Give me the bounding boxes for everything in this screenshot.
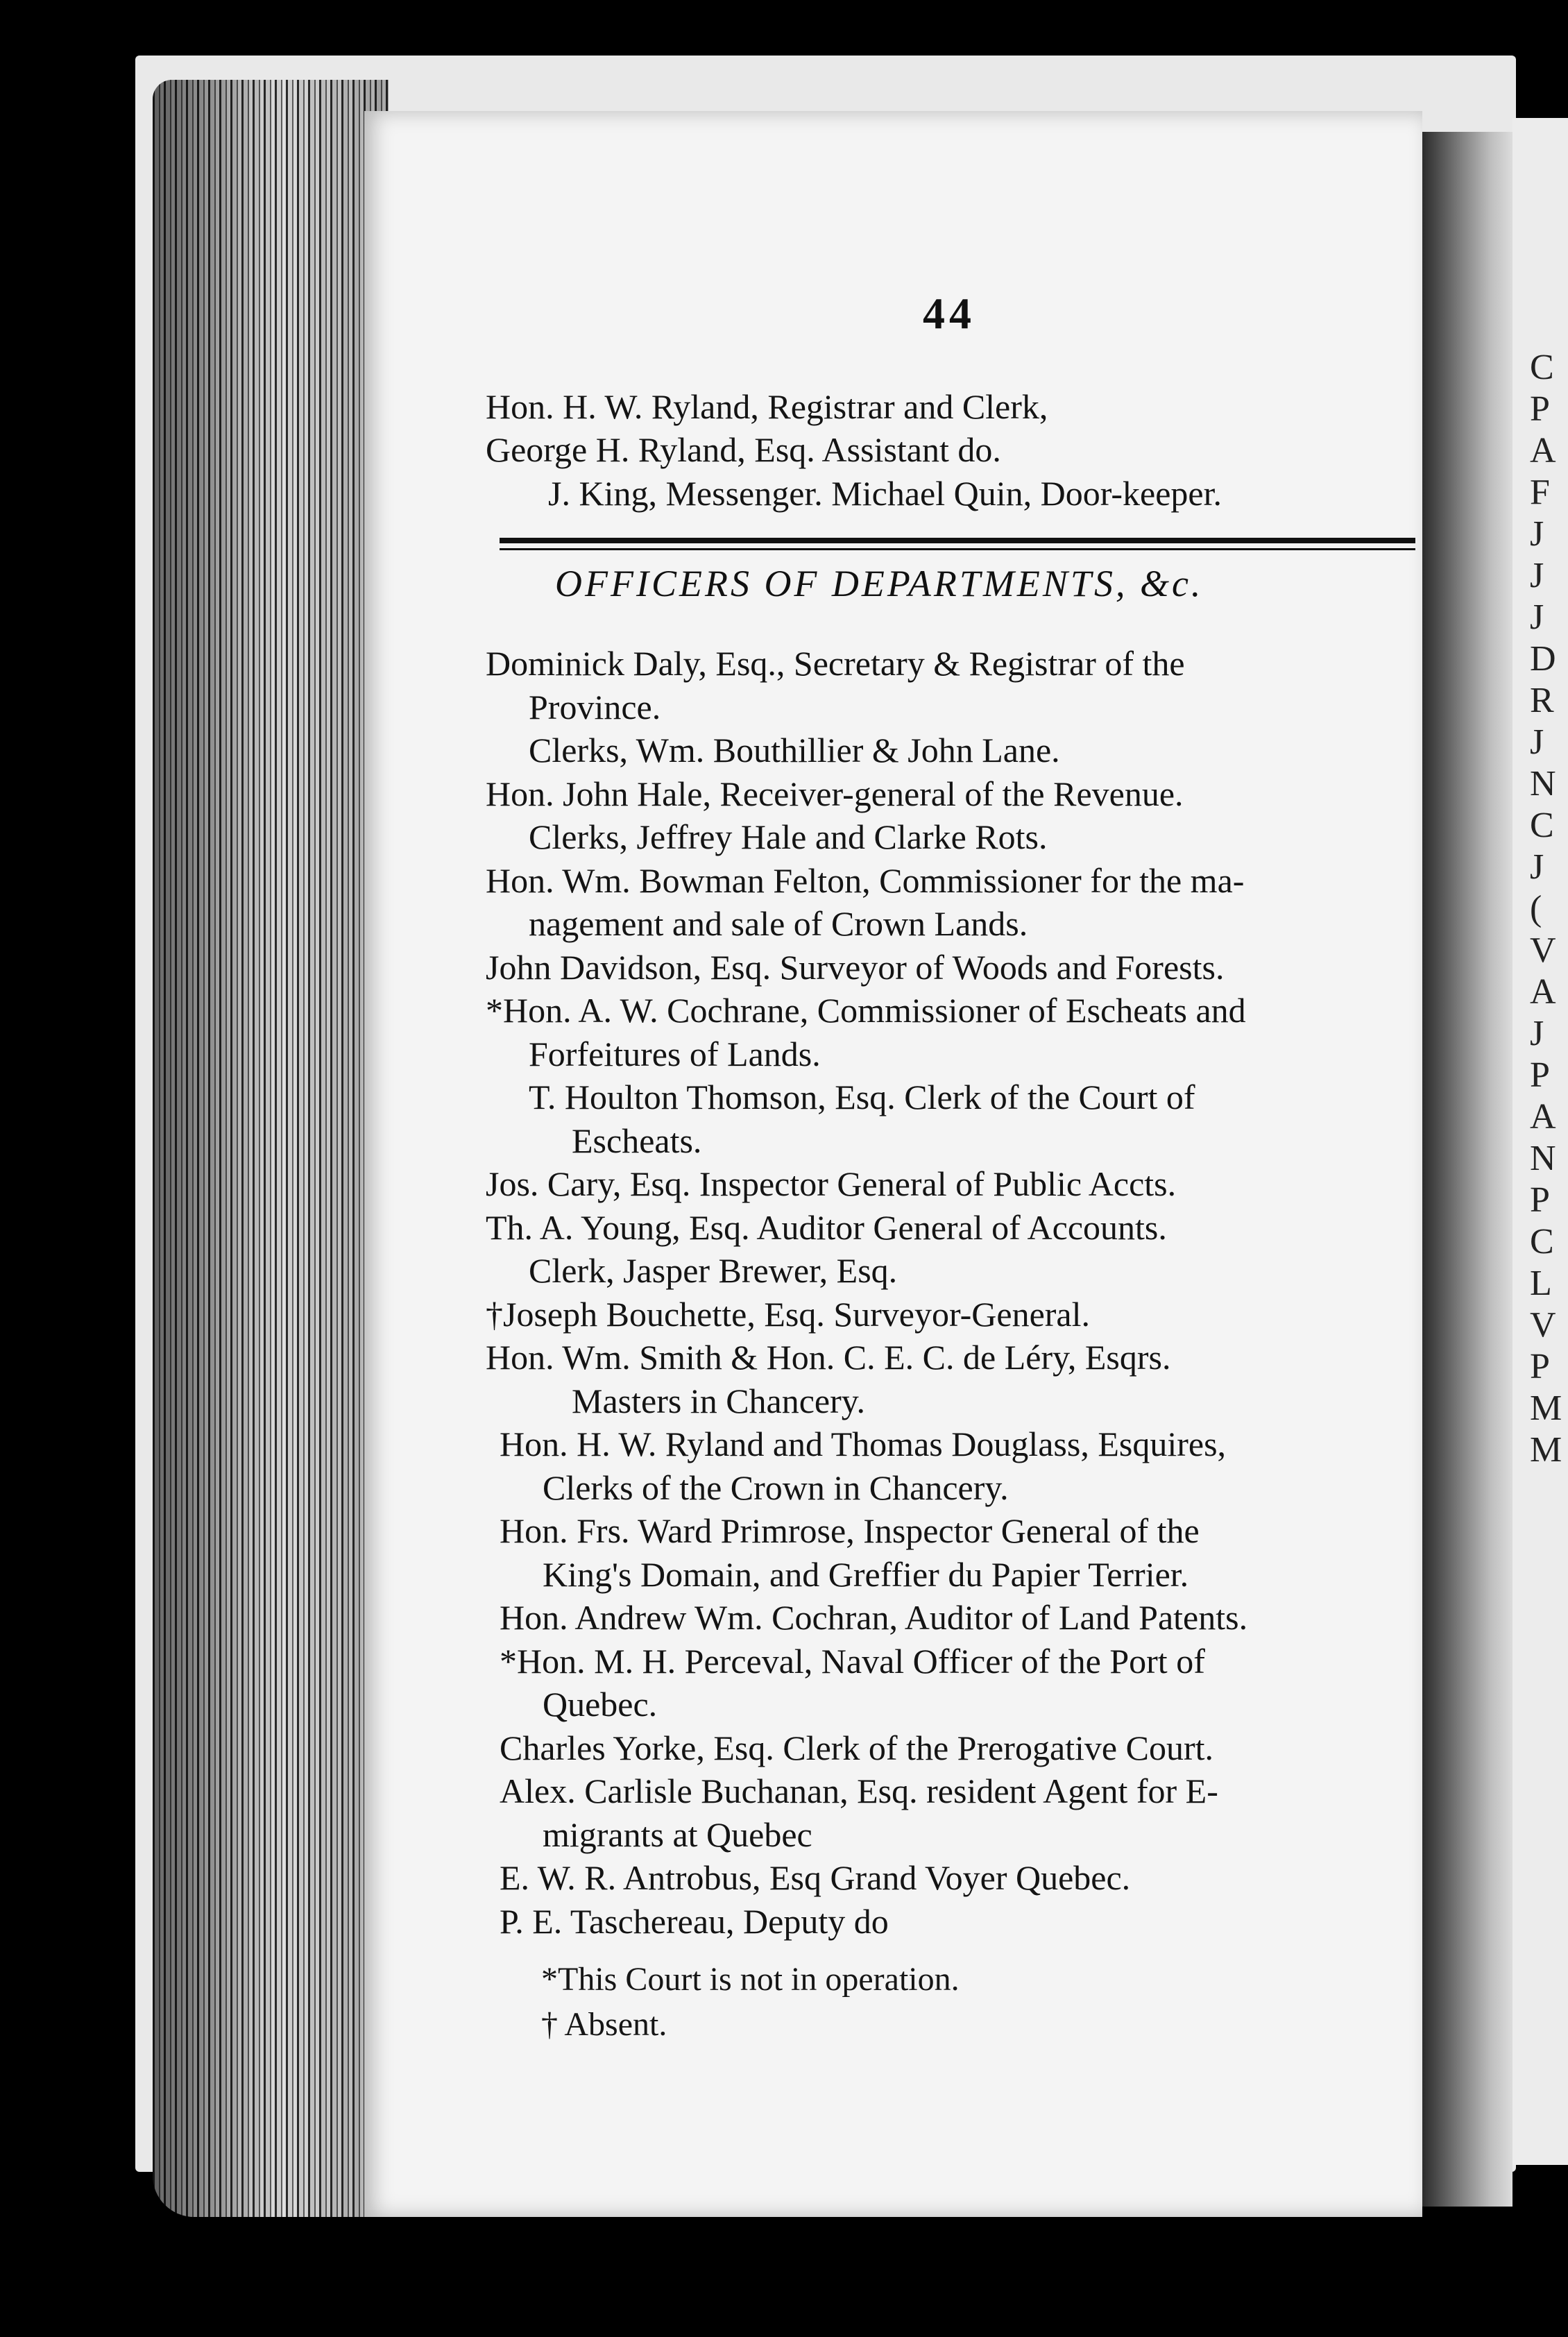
facing-page-letter: M [1530,1388,1562,1428]
entry-line: Clerks of the Crown in Chancery. [543,1468,1009,1507]
entry-line: Jos. Cary, Esq. Inspector General of Public Accts. [486,1164,1177,1203]
entry-line: Clerks, Jeffrey Hale and Clarke Rots. [529,817,1048,856]
top-line: J. King, Messenger. Michael Quin, Door-keeper. [548,474,1222,513]
facing-page-letter: J [1530,722,1544,762]
entry-line: nagement and sale of Crown Lands. [529,904,1028,943]
entry-line: Hon. Andrew Wm. Cochran, Auditor of Land Patents. [500,1598,1248,1637]
double-rule-thin [500,548,1415,550]
facing-page-letter: J [1530,514,1544,554]
facing-page-letter: C [1530,348,1554,387]
facing-page-letter: C [1530,1222,1554,1261]
entry-line: Hon. Wm. Bowman Felton, Commissioner for the ma- [486,860,1245,900]
entry-line: P. E. Taschereau, Deputy do [500,1901,889,1941]
facing-page-letter: C [1530,806,1554,845]
top-line: Hon. H. W. Ryland, Registrar and Clerk, [486,387,1048,426]
entry-line: Hon. H. W. Ryland and Thomas Douglass, Esquires, [500,1425,1227,1463]
footnote: *This Court is not in operation. [541,1961,960,1998]
book-gutter [1422,132,1512,2207]
facing-page-letter: P [1530,1180,1550,1220]
facing-page-letter: J [1530,556,1544,595]
facing-page-letter: P [1530,389,1550,429]
entry-line: Dominick Daly, Esq., Secretary & Registrar of the [486,644,1185,683]
page-number: 44 [923,289,975,338]
entry-line: John Davidson, Esq. Surveyor of Woods and Forests. [486,947,1225,987]
facing-page-letter: V [1530,1305,1556,1345]
entry-line: Charles Yorke, Esq. Clerk of the Prerogative Court. [500,1728,1214,1767]
entry-line: Th. A. Young, Esq. Auditor General of Accounts. [486,1207,1167,1247]
entry-line: Masters in Chancery. [572,1381,866,1420]
entry-line: Alex. Carlisle Buchanan, Esq. resident Agent for E- [500,1771,1218,1810]
facing-page-letter: A [1530,1097,1556,1137]
facing-page-letter: A [1530,431,1556,470]
entry-line: Forfeitures of Lands. [529,1034,821,1073]
section-heading: OFFICERS OF DEPARTMENTS, &c. [555,563,1204,604]
entry-line: Hon. Frs. Ward Primrose, Inspector General of the [500,1511,1200,1550]
facing-page-letter: R [1530,681,1554,720]
top-line: George H. Ryland, Esq. Assistant do. [486,430,1001,469]
entry-line: Hon. John Hale, Receiver-general of the Revenue. [486,774,1184,813]
facing-page-letter: P [1530,1347,1550,1386]
entry-line: *Hon. A. W. Cochrane, Commissioner of Escheats and [486,991,1246,1030]
entry-line: migrants at Quebec [543,1815,812,1854]
facing-page-letter: D [1530,639,1556,679]
entry-line: King's Domain, and Greffier du Papier Terrier. [543,1554,1189,1594]
double-rule-thick [500,538,1415,543]
entry-line: Clerks, Wm. Bouthillier & John Lane. [529,731,1060,770]
facing-page-letter: A [1530,972,1556,1012]
entry-line: Escheats. [572,1121,702,1160]
facing-page-letters [1530,347,1562,1471]
page-edges-shadow [153,80,389,2217]
facing-page-letter: ( [1530,889,1542,928]
entry-line: Province. [529,687,661,726]
entry-line: Hon. Wm. Smith & Hon. C. E. C. de Léry, Esqrs. [486,1338,1171,1377]
facing-page-letter: L [1530,1264,1552,1303]
facing-page-letter: P [1530,1055,1550,1095]
facing-page-letter: N [1530,1139,1556,1178]
entry-line: Quebec. [543,1685,658,1724]
entry-line: Clerk, Jasper Brewer, Esq. [529,1251,898,1290]
facing-page-letter: N [1530,764,1556,804]
facing-page-letter: V [1530,930,1556,970]
facing-page-letter: J [1530,847,1544,887]
entry-line: T. Houlton Thomson, Esq. Clerk of the Court of [529,1078,1195,1116]
facing-page-letter: J [1530,597,1544,637]
facing-page-letter: J [1530,1014,1544,1053]
footnote: † Absent. [541,2006,667,2043]
facing-page-letter: M [1530,1430,1562,1470]
entry-line: †Joseph Bouchette, Esq. Surveyor-General. [486,1294,1090,1334]
facing-page-letter: F [1530,473,1550,512]
entry-line: *Hon. M. H. Perceval, Naval Officer of the Port of [500,1641,1205,1681]
entry-line: E. W. R. Antrobus, Esq Grand Voyer Quebec. [500,1858,1131,1897]
